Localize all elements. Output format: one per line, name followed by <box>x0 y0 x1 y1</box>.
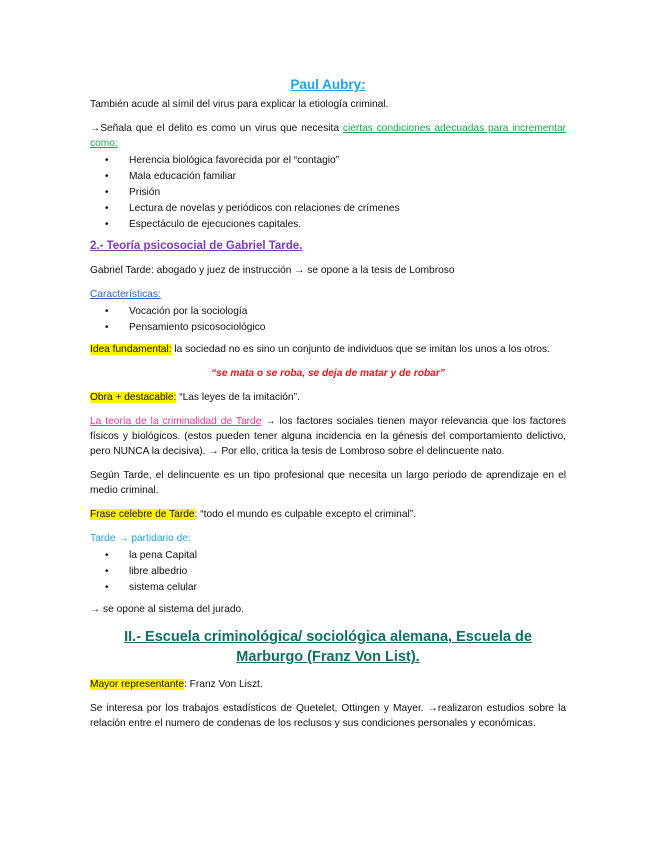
mayor-label: Mayor representante <box>90 679 185 690</box>
obra-label: Obra + destacable: <box>90 392 177 403</box>
frase-text: : “todo el mundo es culpable excepto el criminal”. <box>194 509 416 520</box>
list-item: • sistema celular <box>90 580 566 596</box>
partidario-heading: Tarde → partidario de: <box>90 533 191 544</box>
jurado-line: → se opone al sistema del jurado. <box>90 604 245 615</box>
list-item: • libre albedrio <box>90 564 566 580</box>
caracteristicas-heading: Características: <box>90 289 161 300</box>
final-paragraph: Se interesa por los trabajos estadísticos de Quetelet, Ottingen y Mayer. →realizaron estudios sobre la relación entre el numero de condenas de los reclusos y sus condiciones personales y económicas. <box>90 703 566 729</box>
document-page <box>90 76 566 740</box>
list-item: • Prisión <box>90 185 566 201</box>
list-item: • Mala educación familiar <box>90 169 566 185</box>
segun-tarde-paragraph: Según Tarde, el delincuente es un tipo profesional que necesita un largo periodo de aprendizaje en el medio criminal. <box>90 470 566 496</box>
teoria-label: La teoría de la criminalidad de Tarde <box>90 416 262 427</box>
aubry-list <box>90 153 566 233</box>
section-heading-tarde: 2.- Teoría psicosocial de Gabriel Tarde. <box>90 240 303 252</box>
aubry-point <box>90 121 566 151</box>
frase-celebre <box>90 507 566 522</box>
idea-fundamental <box>90 342 566 357</box>
section-heading-marburgo: II.- Escuela criminológica/ sociológica alemana, Escuela de Marburgo (Franz Von List). <box>124 629 532 665</box>
list-item: • Vocación por la sociología <box>90 304 566 320</box>
teoria-text: → los factores sociales tienen mayor relevancia que los factores físicos y biológicos. (estos pueden tener alguna incidencia en la génesis del comportamiento delictivo, pero NUNCA la decisiva). → Por ello, critica la tesis de Lombroso sobre el delincuente nato. <box>90 416 566 457</box>
mayor-text: : Franz Von Liszt. <box>184 679 263 690</box>
list-item: • Herencia biológica favorecida por el “contagio” <box>90 153 566 169</box>
teoria-paragraph <box>90 414 566 459</box>
list-item: • Espectáculo de ejecuciones capitales. <box>90 217 566 233</box>
mayor-representante <box>90 677 566 692</box>
list-item: • Pensamiento psicosociológico <box>90 320 566 336</box>
list-item: • Lectura de novelas y periódicos con relaciones de crímenes <box>90 201 566 217</box>
aubry-intro: También acude al símil del virus para explicar la etiología criminal. <box>90 99 389 110</box>
caracteristicas-list <box>90 304 566 336</box>
tarde-intro: Gabriel Tarde: abogado y juez de instrucción → se opone a la tesis de Lombroso <box>90 265 455 276</box>
caracteristicas-label <box>90 287 566 302</box>
frase-label: Frase celebre de Tarde <box>90 509 195 520</box>
idea-text: la sociedad no es sino un conjunto de individuos que se imitan los unos a los otros. <box>171 344 550 355</box>
aubry-point-prefix: →Señala que el delito es como un virus que necesita <box>90 123 343 134</box>
aubry-point-highlight: ciertas condiciones adecuadas para incrementar como: <box>90 123 566 149</box>
obra-text: “Las leyes de la imitación”. <box>176 392 300 403</box>
obra-destacable <box>90 390 566 405</box>
idea-label: Idea fundamental: <box>90 344 172 355</box>
section-title-paul-aubry: Paul Aubry: <box>290 77 366 92</box>
list-item: • la pena Capital <box>90 548 566 564</box>
partidario-label <box>90 531 566 546</box>
tarde-quote: “se mata o se roba, se deja de matar y de robar” <box>211 368 445 379</box>
partidario-list <box>90 548 566 596</box>
